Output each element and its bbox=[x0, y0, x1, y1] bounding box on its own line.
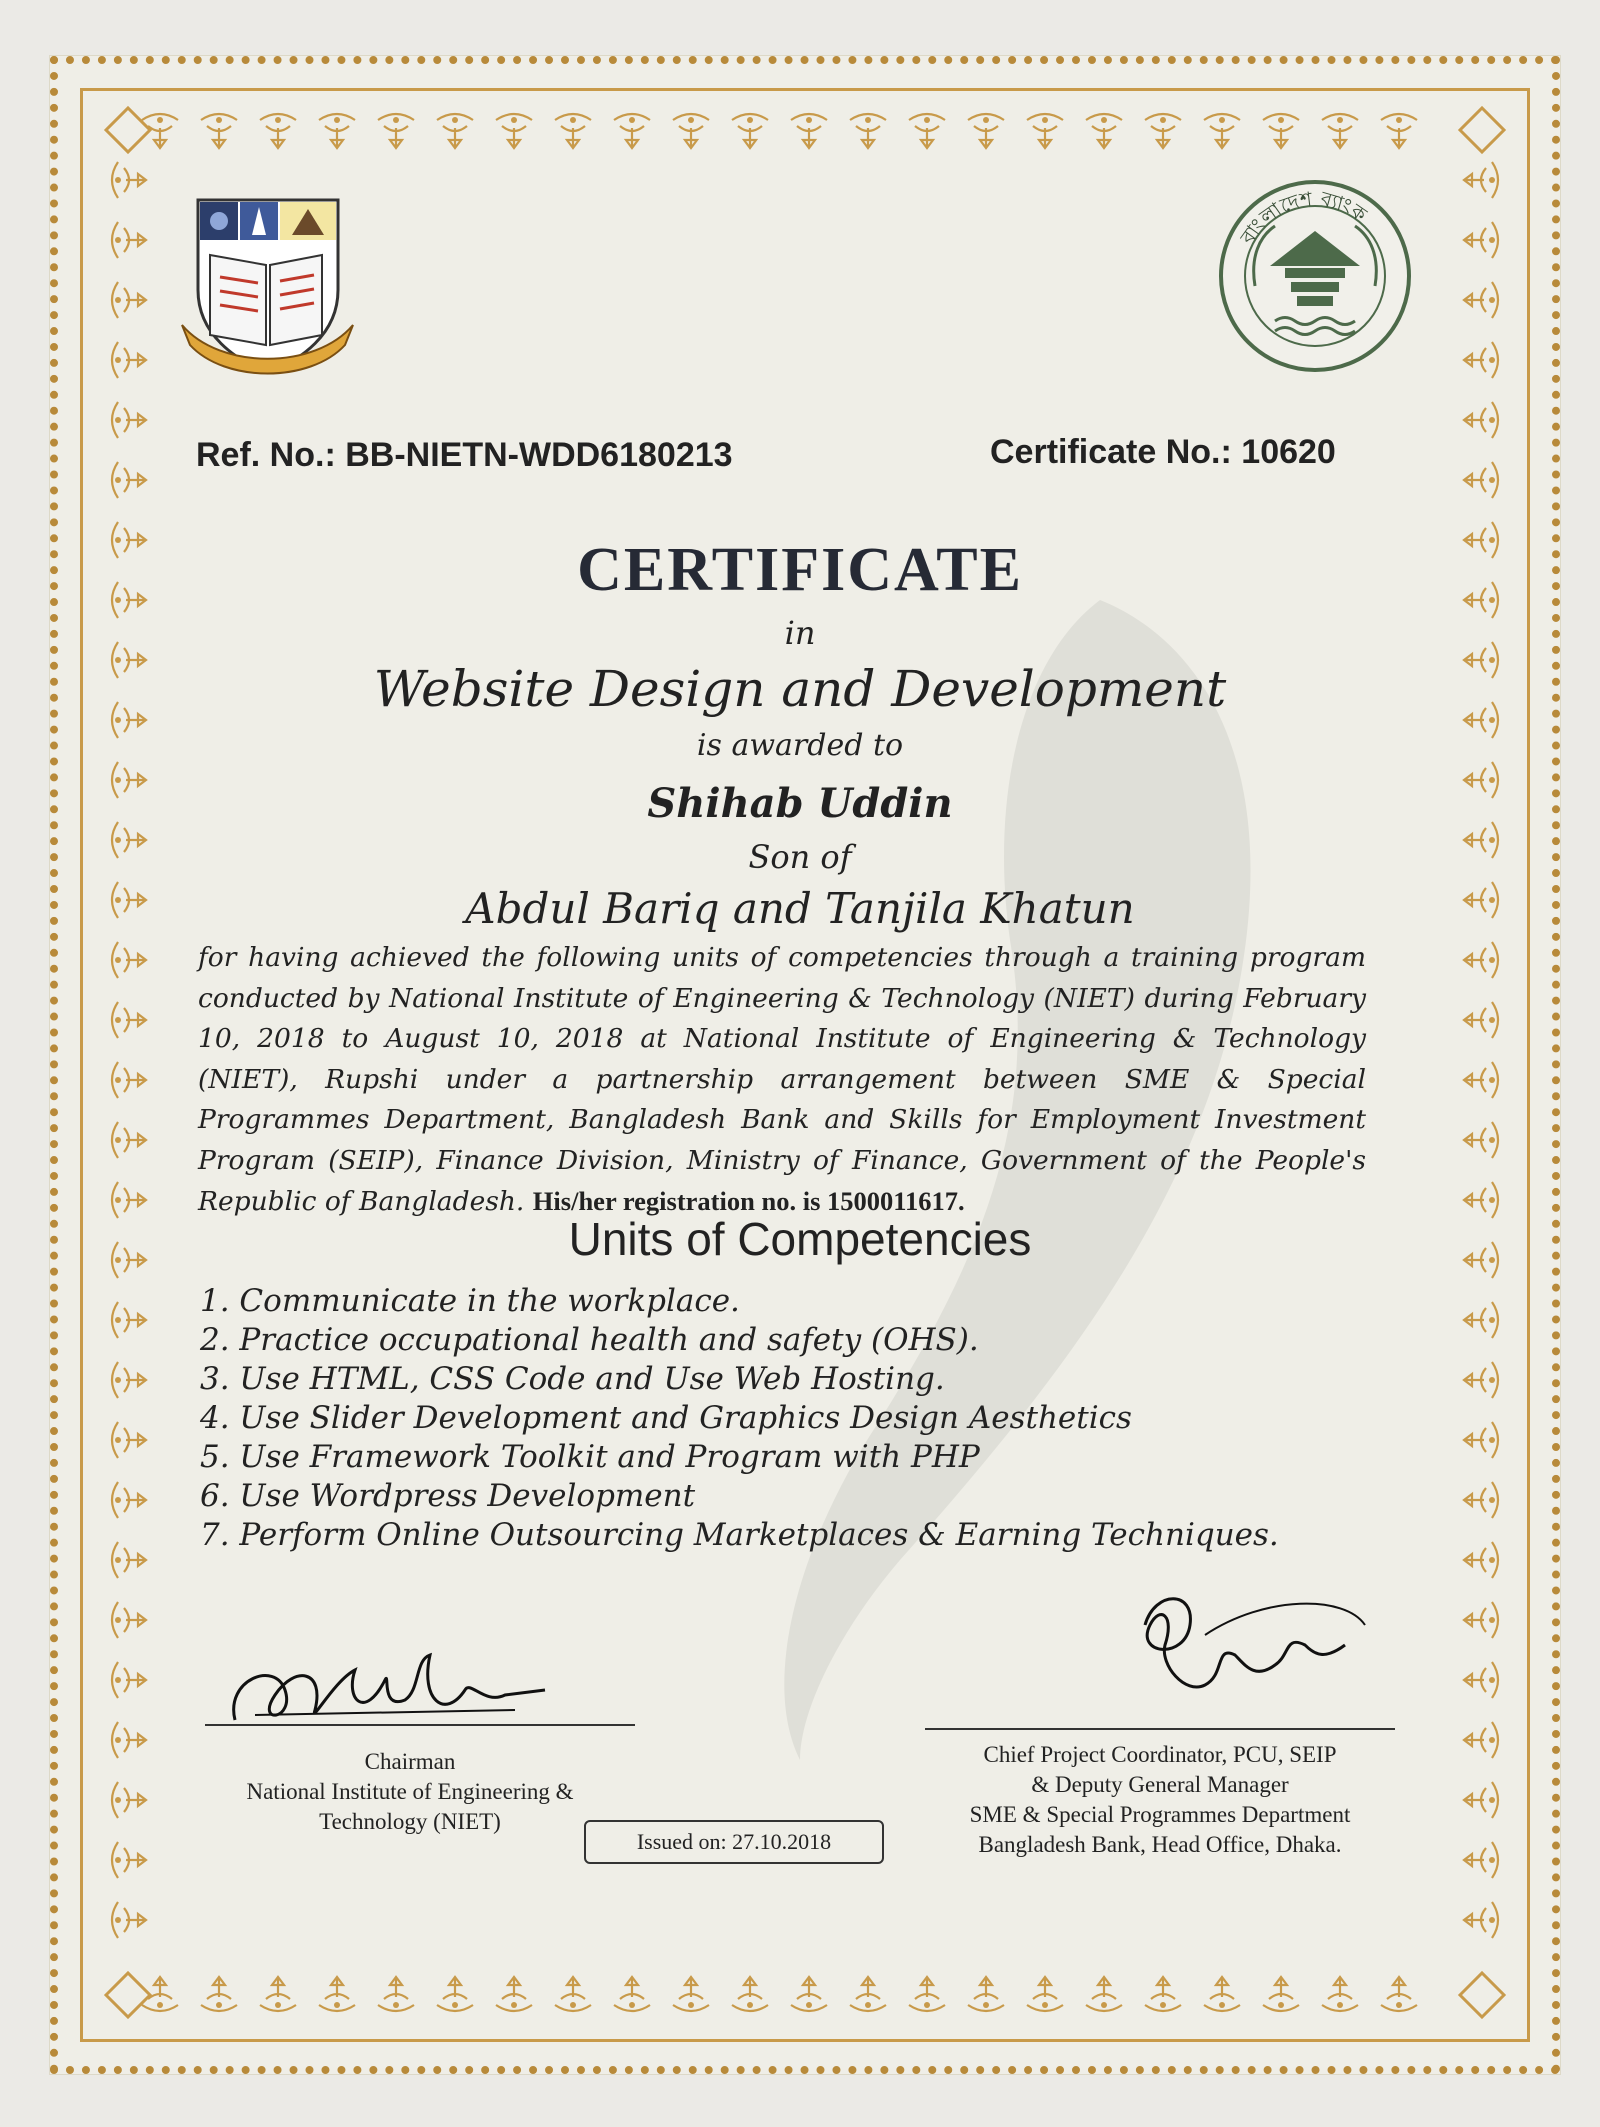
border-ornament-right bbox=[1464, 1302, 1498, 1338]
unit-item: 2. Practice occupational health and safety (OHS). bbox=[200, 1322, 979, 1358]
chairman-signature-line bbox=[205, 1724, 635, 1726]
ref-value: BB-NIETN-WDD6180213 bbox=[345, 436, 733, 474]
border-ornament-bottom bbox=[319, 1977, 355, 2011]
border-ornament-right bbox=[1464, 1782, 1498, 1818]
son-of-text: Son of bbox=[748, 838, 852, 876]
unit-item: 6. Use Wordpress Development bbox=[200, 1478, 696, 1514]
ref-label: Ref. No.: bbox=[196, 436, 336, 474]
border-ornament-right bbox=[1464, 282, 1498, 318]
border-ornament-right bbox=[1464, 1062, 1498, 1098]
border-ornament-left bbox=[112, 1902, 146, 1938]
awarded-text: is awarded to bbox=[696, 728, 904, 763]
border-ornament-left bbox=[112, 162, 146, 198]
cert-label: Certificate No.: bbox=[990, 433, 1232, 471]
border-ornament-right bbox=[1464, 1002, 1498, 1038]
border-ornament-top bbox=[673, 114, 709, 148]
units-list bbox=[200, 1282, 1279, 1555]
border-ornament-right bbox=[1464, 462, 1498, 498]
border-ornament-left bbox=[112, 342, 146, 378]
border-ornament-left bbox=[112, 1302, 146, 1338]
border-ornament-right bbox=[1464, 1422, 1498, 1458]
niet-crest-logo bbox=[180, 195, 355, 380]
corner-ornament bbox=[1460, 1973, 1504, 2017]
border-ornament-top bbox=[1145, 114, 1181, 148]
cert-value: 10620 bbox=[1241, 433, 1336, 471]
chairman-title: Chairman bbox=[364, 1749, 456, 1774]
border-ornament-top bbox=[437, 114, 473, 148]
border-ornament-left bbox=[112, 1422, 146, 1458]
border-ornament-top bbox=[378, 114, 414, 148]
border-ornament-right bbox=[1464, 402, 1498, 438]
border-ornament-left bbox=[112, 1602, 146, 1638]
border-ornament-right bbox=[1464, 1842, 1498, 1878]
border-ornament-right bbox=[1464, 1662, 1498, 1698]
border-ornament-top bbox=[201, 114, 237, 148]
unit-item: 1. Communicate in the workplace. bbox=[200, 1283, 740, 1319]
coordinator-line1: Chief Project Coordinator, PCU, SEIP bbox=[983, 1742, 1337, 1767]
border-ornament-bottom bbox=[1263, 1977, 1299, 2011]
border-ornament-bottom bbox=[614, 1977, 650, 2011]
corner-ornament bbox=[106, 108, 150, 152]
border-ornament-left bbox=[112, 1782, 146, 1818]
units-heading: Units of Competencies bbox=[568, 1213, 1032, 1265]
border-ornament-right bbox=[1464, 1542, 1498, 1578]
border-ornament-right bbox=[1464, 1482, 1498, 1518]
border-ornament-bottom bbox=[1145, 1977, 1181, 2011]
border-ornament-top bbox=[1263, 114, 1299, 148]
border-ornament-right bbox=[1464, 1722, 1498, 1758]
border-ornament-bottom bbox=[260, 1977, 296, 2011]
border-ornament-right bbox=[1464, 1902, 1498, 1938]
border-ornament-bottom bbox=[378, 1977, 414, 2011]
chairman-signature bbox=[215, 1640, 575, 1735]
border-ornament-left bbox=[112, 402, 146, 438]
certificate-body bbox=[198, 938, 1366, 1223]
border-ornament-bottom bbox=[1086, 1977, 1122, 2011]
certificate-title: CERTIFICATE bbox=[577, 536, 1023, 604]
parents-names: Abdul Bariq and Tanjila Khatun bbox=[465, 884, 1135, 933]
border-ornament-top bbox=[555, 114, 591, 148]
border-ornament-right bbox=[1464, 1602, 1498, 1638]
coordinator-block bbox=[930, 1740, 1390, 1860]
border-ornament-right bbox=[1464, 1122, 1498, 1158]
bangladesh-bank-seal bbox=[1215, 176, 1415, 376]
border-ornament-left bbox=[112, 1122, 146, 1158]
chairman-org-line2: Technology (NIET) bbox=[319, 1809, 501, 1834]
border-ornament-bottom bbox=[201, 1977, 237, 2011]
program-name: Website Design and Development bbox=[373, 660, 1227, 718]
border-ornament-top bbox=[791, 114, 827, 148]
coordinator-line3: SME & Special Programmes Department bbox=[969, 1802, 1351, 1827]
issued-date-box: Issued on: 27.10.2018 bbox=[584, 1820, 884, 1864]
border-ornament-bottom bbox=[555, 1977, 591, 2011]
border-ornament-left bbox=[112, 1662, 146, 1698]
border-ornament-left bbox=[112, 1362, 146, 1398]
border-ornament-top bbox=[1381, 114, 1417, 148]
border-ornament-left bbox=[112, 1482, 146, 1518]
border-ornament-top bbox=[496, 114, 532, 148]
coordinator-line2: & Deputy General Manager bbox=[1031, 1772, 1289, 1797]
border-ornament-top bbox=[260, 114, 296, 148]
border-ornament-bottom bbox=[1322, 1977, 1358, 2011]
border-ornament-top bbox=[319, 114, 355, 148]
border-ornament-bottom bbox=[850, 1977, 886, 2011]
border-ornament-left bbox=[112, 1722, 146, 1758]
border-ornament-bottom bbox=[496, 1977, 532, 2011]
border-ornament-bottom bbox=[437, 1977, 473, 2011]
border-ornament-right bbox=[1464, 222, 1498, 258]
unit-item: 4. Use Slider Development and Graphics Design Aesthetics bbox=[200, 1400, 1132, 1436]
unit-item: 3. Use HTML, CSS Code and Use Web Hosting. bbox=[200, 1361, 945, 1397]
registration-number: His/her registration no. is 1500011617. bbox=[532, 1186, 965, 1216]
chairman-org-line1: National Institute of Engineering & bbox=[246, 1779, 574, 1804]
border-ornament-left bbox=[112, 462, 146, 498]
border-ornament-left bbox=[112, 1062, 146, 1098]
border-ornament-top bbox=[732, 114, 768, 148]
border-ornament-top bbox=[909, 114, 945, 148]
seal-ring-text: বাংলাদেশ ব্যাংক bbox=[1235, 186, 1372, 249]
border-ornament-left bbox=[112, 1002, 146, 1038]
unit-item: 5. Use Framework Toolkit and Program with PHP bbox=[200, 1439, 980, 1475]
border-ornament-right bbox=[1464, 342, 1498, 378]
border-ornament-right bbox=[1464, 162, 1498, 198]
coordinator-line4: Bangladesh Bank, Head Office, Dhaka. bbox=[978, 1832, 1342, 1857]
border-ornament-left bbox=[112, 942, 146, 978]
corner-ornament bbox=[1460, 108, 1504, 152]
border-ornament-top bbox=[1204, 114, 1240, 148]
border-ornament-bottom bbox=[732, 1977, 768, 2011]
border-ornament-left bbox=[112, 282, 146, 318]
border-ornament-bottom bbox=[673, 1977, 709, 2011]
chairman-block bbox=[205, 1747, 615, 1837]
coordinator-signature bbox=[1115, 1585, 1385, 1720]
border-ornament-top bbox=[1086, 114, 1122, 148]
border-ornament-top bbox=[850, 114, 886, 148]
border-ornament-top bbox=[968, 114, 1004, 148]
border-ornament-bottom bbox=[1381, 1977, 1417, 2011]
recipient-name: Shihab Uddin bbox=[647, 780, 953, 827]
in-text: in bbox=[784, 614, 816, 652]
coordinator-signature-line bbox=[925, 1728, 1395, 1730]
border-ornament-bottom bbox=[909, 1977, 945, 2011]
corner-ornament bbox=[106, 1973, 150, 2017]
border-ornament-top bbox=[1027, 114, 1063, 148]
border-ornament-bottom bbox=[1204, 1977, 1240, 2011]
border-ornament-right bbox=[1464, 1362, 1498, 1398]
border-ornament-left bbox=[112, 222, 146, 258]
border-ornament-top bbox=[1322, 114, 1358, 148]
border-ornament-left bbox=[112, 1842, 146, 1878]
border-ornament-bottom bbox=[791, 1977, 827, 2011]
reference-number bbox=[196, 436, 733, 475]
border-ornament-bottom bbox=[1027, 1977, 1063, 2011]
border-ornament-right bbox=[1464, 942, 1498, 978]
border-ornament-left bbox=[112, 1542, 146, 1578]
border-ornament-bottom bbox=[968, 1977, 1004, 2011]
body-text: for having achieved the following units of competencies through a training program conducted by National Institute of Engineering & Technology (NIET) during February 10, 2018 to August 10, 2018 at National Institute of Engineering & Technology (NIET), Rupshi under a partnership arrangement between SME & Special Programmes Department, Bangladesh Bank and Skills for Employment Investment Program (SEIP), Finance Division, Ministry of Finance, Government of the People's Republic of Bangladesh. bbox=[198, 942, 1366, 1217]
certificate-number bbox=[990, 433, 1336, 472]
border-ornament-top bbox=[614, 114, 650, 148]
unit-item: 7. Perform Online Outsourcing Marketplaces & Earning Techniques. bbox=[200, 1517, 1279, 1553]
